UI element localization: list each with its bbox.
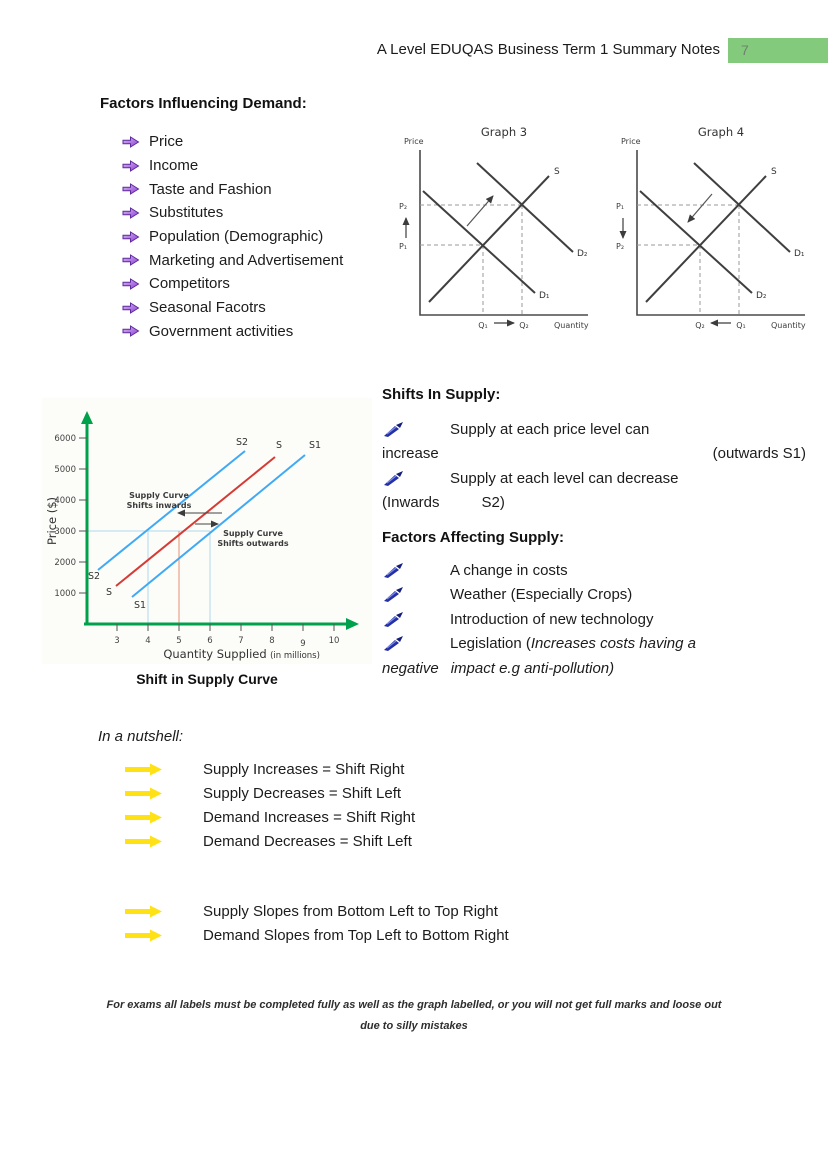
curve-label: S	[105, 587, 113, 598]
price-level-label: P₂	[616, 242, 625, 251]
purple-arrow-icon	[122, 135, 140, 149]
y-axis-label: Price ($)	[45, 497, 59, 545]
list-item	[382, 417, 806, 442]
y-axis-label: Price	[621, 137, 641, 146]
list-item-label: Introduction of new technology	[450, 610, 654, 628]
continuation-text: (outwards S1)	[712, 445, 806, 463]
yellow-arrow-icon	[125, 835, 163, 848]
purple-arrow-icon	[122, 301, 140, 315]
y-tick-label: 6000	[54, 434, 76, 444]
list-item	[382, 583, 806, 608]
yellow-arrow-icon	[125, 763, 163, 776]
curve-label: D₁	[539, 291, 550, 301]
purple-arrow-icon	[122, 230, 140, 244]
curve-label: D₁	[794, 249, 805, 259]
list-item	[382, 558, 806, 583]
list-item-label: Government activities	[149, 322, 294, 340]
list-item	[122, 201, 343, 225]
x-tick-label: 5	[176, 636, 182, 646]
list-item	[122, 248, 343, 272]
y-axis-label: Price	[404, 137, 424, 146]
list-item	[122, 154, 343, 178]
list-item	[98, 757, 618, 781]
list-item-label: Substitutes	[149, 204, 224, 222]
nutshell-list	[98, 757, 618, 947]
continuation-text: (Inwards	[382, 494, 440, 512]
y-tick-label: 5000	[54, 465, 76, 475]
list-item	[98, 923, 618, 947]
note-line: due to silly mistakes	[360, 1020, 468, 1032]
list-item	[382, 607, 806, 632]
list-item-label: Demand Decreases = Shift Left	[203, 832, 412, 850]
graph4-figure	[610, 118, 828, 336]
pen-icon	[382, 611, 404, 628]
annotation-text: Supply Curve	[129, 491, 189, 500]
demand-curve-2	[640, 191, 752, 293]
list-item-label: A change in costs	[450, 561, 568, 579]
annotation-text: Supply Curve	[223, 529, 283, 538]
list-item-label: Marketing and Advertisement	[149, 251, 344, 269]
list-item-label: Weather (Especially Crops)	[450, 586, 633, 604]
y-tick-label: 3000	[54, 527, 76, 537]
continuation-text: negative	[382, 659, 439, 677]
list-item	[98, 899, 618, 923]
axes	[420, 150, 588, 315]
page-number-badge	[728, 38, 828, 63]
y-tick-label: 2000	[54, 558, 76, 568]
factors-supply-heading: Factors Affecting Supply:	[382, 529, 564, 546]
demand-heading: Factors Influencing Demand:	[100, 95, 307, 112]
list-item	[382, 466, 806, 491]
pen-icon	[382, 470, 404, 487]
purple-arrow-icon	[122, 159, 140, 173]
list-item-continuation	[382, 491, 806, 516]
continuation-text: S2)	[481, 494, 505, 512]
continuation-text: impact e.g anti-pollution)	[450, 659, 615, 677]
list-item-label: Competitors	[149, 275, 230, 293]
x-tick-label: 10	[328, 636, 340, 646]
x-axis-label: Quantity	[554, 321, 589, 330]
shift-arrow	[467, 196, 493, 226]
shifts-heading: Shifts In Supply:	[382, 386, 501, 403]
purple-arrow-icon	[122, 253, 140, 267]
list-item	[122, 272, 343, 296]
curve-label: S1	[133, 600, 147, 611]
price-level-label: P₂	[399, 202, 408, 211]
list-item	[382, 632, 806, 657]
list-item	[122, 130, 343, 154]
list-item-continuation	[382, 442, 806, 467]
x-tick-label: 3	[114, 636, 120, 646]
x-tick-label: 4	[145, 636, 151, 646]
list-item-label: Supply Decreases = Shift Left	[203, 784, 402, 802]
list-item	[98, 829, 618, 853]
purple-arrow-icon	[122, 182, 140, 196]
x-tick-label: 8	[269, 636, 275, 646]
annotation-text: Shifts outwards	[217, 539, 289, 548]
nutshell-heading: In a nutshell:	[98, 728, 184, 745]
x-axis-note: (in millions)	[270, 651, 320, 661]
axes	[637, 150, 805, 315]
quantity-level-label: Q₂	[519, 321, 529, 330]
demand-curve-1	[423, 191, 535, 293]
x-tick-label: 6	[207, 636, 213, 646]
page-number: 7	[741, 42, 749, 58]
curve-label: S	[771, 167, 777, 177]
supply-shift-figure	[42, 398, 372, 687]
graph-title: Graph 4	[697, 125, 745, 139]
price-level-label: P₁	[399, 242, 408, 251]
y-tick-label: 1000	[54, 589, 76, 599]
chart-caption: Shift in Supply Curve	[136, 671, 278, 687]
list-item-label: Demand Increases = Shift Right	[203, 808, 416, 826]
graph-title: Graph 3	[480, 125, 528, 139]
continuation-text: increase	[382, 445, 439, 463]
curve-label: S2	[87, 571, 101, 582]
supply-notes-column	[382, 386, 806, 681]
list-item-continuation	[382, 656, 806, 681]
supply-curve	[429, 176, 549, 302]
list-item-label: Supply Slopes from Bottom Left to Top Right	[203, 902, 498, 920]
yellow-arrow-icon	[125, 929, 163, 942]
curve-label: S1	[308, 440, 322, 451]
list-item-label: Supply at each price level can	[450, 420, 650, 438]
purple-arrow-icon	[122, 324, 140, 338]
purple-arrow-icon	[122, 206, 140, 220]
list-item-label: Price	[149, 133, 184, 151]
list-item-label: Income	[149, 157, 199, 175]
list-item	[122, 225, 343, 249]
list-item-label: Seasonal Facotrs	[149, 299, 266, 317]
price-level-label: P₁	[616, 202, 625, 211]
pen-icon	[382, 635, 404, 652]
yellow-arrow-icon	[125, 811, 163, 824]
curve-label: D₂	[756, 291, 767, 301]
curve-label: D₂	[577, 249, 588, 259]
note-line: For exams all labels must be completed fully as well as the graph labelled, or you will not get full marks and loose out	[106, 999, 722, 1011]
list-item	[122, 296, 343, 320]
curve-label: S	[554, 167, 560, 177]
supply-curve	[646, 176, 766, 302]
purple-arrow-icon	[122, 277, 140, 291]
spacer	[98, 853, 618, 899]
list-item-label: Taste and Fashion	[149, 180, 272, 198]
list-item-label	[450, 635, 696, 652]
list-item-label: Supply Increases = Shift Right	[203, 760, 405, 778]
x-axis-label: Quantity	[771, 321, 806, 330]
page-title: A Level EDUQAS Business Term 1 Summary Notes	[376, 41, 720, 58]
pen-icon	[382, 586, 404, 603]
legislation-label: Legislation (	[450, 635, 531, 653]
yellow-arrow-icon	[125, 905, 163, 918]
pen-icon	[382, 562, 404, 579]
list-item	[98, 781, 618, 805]
quantity-level-label: Q₁	[478, 321, 488, 330]
quantity-level-label: Q₁	[736, 321, 746, 330]
supply-shift-chart	[42, 398, 372, 664]
list-item-label: Demand Slopes from Top Left to Bottom Right	[203, 926, 509, 944]
quantity-level-label: Q₂	[695, 321, 705, 330]
exam-warning-note	[0, 995, 828, 1037]
list-item-label: Supply at each level can decrease	[450, 469, 679, 487]
curve-label: S2	[235, 437, 249, 448]
list-item	[122, 177, 343, 201]
graph3-figure	[393, 118, 613, 336]
legislation-italic: Increases costs having a	[530, 635, 696, 653]
x-tick-label: 9	[300, 639, 306, 649]
list-item	[122, 320, 343, 344]
yellow-arrow-icon	[125, 787, 163, 800]
curve-label: S	[275, 440, 283, 451]
nutshell-section	[98, 728, 618, 947]
pen-icon	[382, 421, 404, 438]
demand-list	[122, 130, 343, 343]
shift-arrow	[688, 194, 712, 222]
x-tick-label: 7	[238, 636, 244, 646]
list-item	[98, 805, 618, 829]
y-tick-label: 4000	[54, 496, 76, 506]
list-item-label: Population (Demographic)	[149, 228, 324, 246]
x-axis-label: Quantity Supplied	[163, 647, 267, 661]
annotation-text: Shifts inwards	[126, 501, 192, 510]
